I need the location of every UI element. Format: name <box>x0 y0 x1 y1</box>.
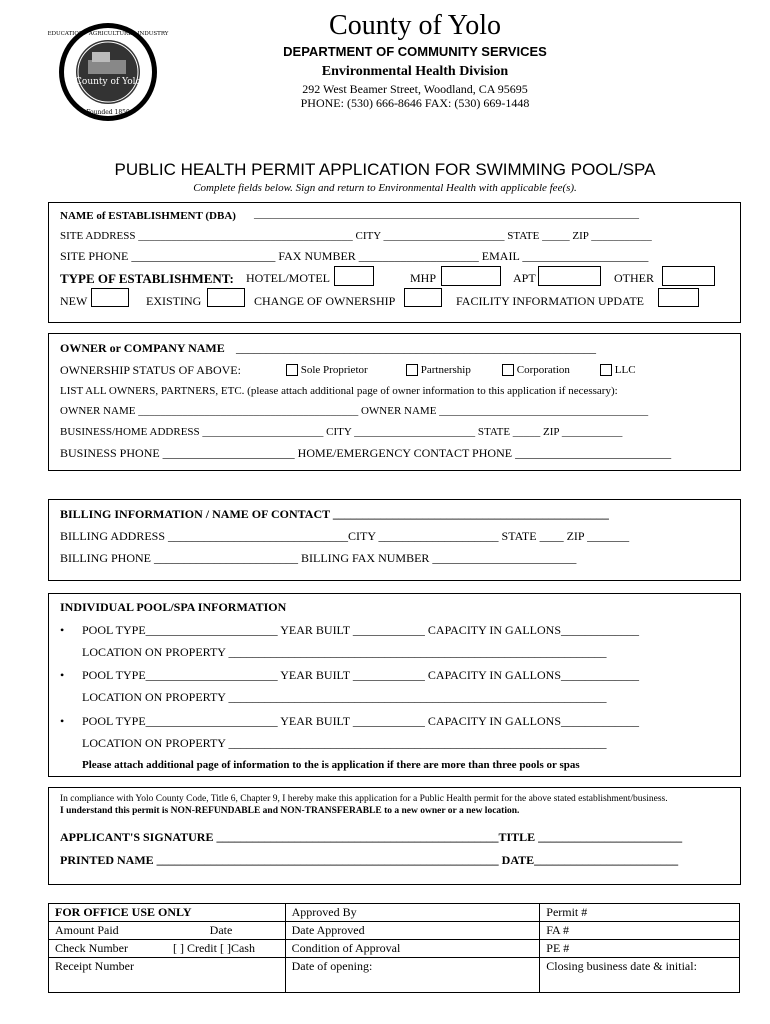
change-of-ownership-checkbox[interactable] <box>404 288 442 307</box>
office-use-header: FOR OFFICE USE ONLY <box>49 904 286 922</box>
mhp-checkbox[interactable] <box>441 266 501 286</box>
facility-update-label: FACILITY INFORMATION UPDATE <box>456 294 644 308</box>
office-address: 292 West Beamer Street, Woodland, CA 95695 <box>302 82 528 96</box>
business-address-field[interactable]: BUSINESS/HOME ADDRESS ______________________ CITY ______________________ STATE _____ ZIP ___________ <box>60 426 623 438</box>
credit-cash-options[interactable]: [ ] Credit [ ]Cash <box>172 941 255 955</box>
type-of-establishment-label: TYPE OF ESTABLISHMENT: <box>60 271 234 286</box>
billing-contact-field[interactable]: BILLING INFORMATION / NAME OF CONTACT ______________________________________________ <box>60 507 609 521</box>
hotel-motel-label: HOTEL/MOTEL <box>246 271 330 285</box>
compliance-statement: In compliance with Yolo County Code, Title 6, Chapter 9, I hereby make this application for a Public Health permit for the above stated establishment/business. <box>60 794 668 804</box>
date-label: Date <box>209 923 233 937</box>
hotel-motel-checkbox[interactable] <box>334 266 374 286</box>
billing-phone-field[interactable]: BILLING PHONE ________________________ BILLING FAX NUMBER ________________________ <box>60 551 577 565</box>
division-name: Environmental Health Division <box>321 64 509 79</box>
pool-attach-note: Please attach additional page of information to the is application if there are more than three pools or spas <box>82 759 580 771</box>
corporation-checkbox[interactable] <box>502 364 514 376</box>
approved-by-label: Approved By <box>285 904 540 922</box>
non-refundable-statement: I understand this permit is NON-REFUNDABLE and NON-TRANSFERABLE to a new owner or a new location. <box>60 806 520 816</box>
establishment-name-field[interactable]: ______________________________________________________________________ <box>254 208 639 220</box>
seal-ring-text: EDUCATION · AGRICULTURE · INDUSTRY <box>47 31 169 37</box>
permit-number-label: Permit # <box>540 904 740 922</box>
pool-3-type-field[interactable]: POOL TYPE______________________ YEAR BUILT ____________ CAPACITY IN GALLONS_____________ <box>82 714 640 728</box>
ownership-status-label: OWNERSHIP STATUS OF ABOVE: <box>60 363 241 377</box>
new-checkbox[interactable] <box>91 288 129 307</box>
pool-section-heading: INDIVIDUAL POOL/SPA INFORMATION <box>60 600 287 614</box>
pool-2-type-field[interactable]: POOL TYPE______________________ YEAR BUILT ____________ CAPACITY IN GALLONS_____________ <box>82 668 640 682</box>
applicant-signature-field[interactable]: APPLICANT'S SIGNATURE _______________________________________________TITLE ________________________ <box>60 830 683 844</box>
pool-3-bullet: • <box>60 714 65 728</box>
other-checkbox[interactable] <box>662 266 715 286</box>
mhp-label: MHP <box>410 271 437 285</box>
sole-proprietor-label: Sole Proprietor <box>300 364 368 376</box>
owner-company-field[interactable]: ____________________________________________________________ <box>236 341 596 355</box>
facility-update-checkbox[interactable] <box>658 288 699 307</box>
business-phone-field[interactable]: BUSINESS PHONE ______________________ HOME/EMERGENCY CONTACT PHONE __________________________ <box>60 446 672 460</box>
office-phone: PHONE: (530) 666-8646 FAX: (530) 669-1448 <box>300 96 530 110</box>
form-title: PUBLIC HEALTH PERMIT APPLICATION FOR SWIMMING POOL/SPA <box>114 160 656 179</box>
county-seal <box>47 22 169 122</box>
site-address-field[interactable]: SITE ADDRESS _______________________________________ CITY ______________________ STATE _____ ZIP ___________ <box>60 230 652 242</box>
check-number-label: Check Number <box>55 941 128 955</box>
new-label: NEW <box>60 294 88 308</box>
pool-2-location-field[interactable]: LOCATION ON PROPERTY _______________________________________________________________ <box>82 690 607 704</box>
fa-number-label: FA # <box>540 922 740 940</box>
pool-1-type-field[interactable]: POOL TYPE______________________ YEAR BUILT ____________ CAPACITY IN GALLONS_____________ <box>82 623 640 637</box>
partnership-checkbox[interactable] <box>406 364 418 376</box>
printed-name-field[interactable]: PRINTED NAME _________________________________________________________ DATE________________________ <box>60 853 679 867</box>
receipt-number-label: Receipt Number <box>49 958 286 993</box>
date-of-opening-label: Date of opening: <box>285 958 540 993</box>
form-subtitle: Complete fields below. Sign and return to Environmental Health with applicable fee(s). <box>193 182 577 194</box>
pool-3-location-field[interactable]: LOCATION ON PROPERTY _______________________________________________________________ <box>82 736 607 750</box>
existing-label: EXISTING <box>146 294 202 308</box>
county-name: County of Yolo <box>329 10 501 41</box>
pool-1-bullet: • <box>60 623 65 637</box>
llc-label: LLC <box>614 364 636 376</box>
sole-proprietor-checkbox[interactable] <box>286 364 298 376</box>
establishment-name-label: NAME of ESTABLISHMENT (DBA) <box>60 210 236 222</box>
pool-1-location-field[interactable]: LOCATION ON PROPERTY _______________________________________________________________ <box>82 645 607 659</box>
site-phone-field[interactable]: SITE PHONE ________________________ FAX NUMBER ____________________ EMAIL _____________________ <box>60 249 649 263</box>
office-use-table <box>48 903 740 993</box>
partnership-label: Partnership <box>420 364 471 376</box>
billing-address-field[interactable]: BILLING ADDRESS ______________________________CITY ____________________ STATE ____ ZIP _______ <box>60 529 630 543</box>
department-name: DEPARTMENT OF COMMUNITY SERVICES <box>283 44 547 59</box>
owner-company-label: OWNER or COMPANY NAME <box>60 341 225 355</box>
corporation-label: Corporation <box>516 364 570 376</box>
date-approved-label: Date Approved <box>285 922 540 940</box>
apt-checkbox[interactable] <box>538 266 601 286</box>
apt-label: APT <box>513 271 536 285</box>
closing-date-label: Closing business date & initial: <box>540 958 740 993</box>
change-of-ownership-label: CHANGE OF OWNERSHIP <box>254 294 396 308</box>
pool-2-bullet: • <box>60 668 65 682</box>
other-label: OTHER <box>614 271 654 285</box>
pe-number-label: PE # <box>540 940 740 958</box>
amount-paid-label: Amount Paid <box>55 923 119 937</box>
seal-founded-text: Founded 1850 <box>86 109 130 116</box>
existing-checkbox[interactable] <box>207 288 245 307</box>
owner-name-fields[interactable]: OWNER NAME ________________________________________ OWNER NAME ______________________________________ <box>60 405 649 417</box>
seal-center-text: County of Yolo <box>75 77 141 87</box>
llc-checkbox[interactable] <box>600 364 612 376</box>
owner-list-note: LIST ALL OWNERS, PARTNERS, ETC. (please attach additional page of owner information to this application if necessary): <box>60 385 618 397</box>
condition-of-approval-label: Condition of Approval <box>285 940 540 958</box>
